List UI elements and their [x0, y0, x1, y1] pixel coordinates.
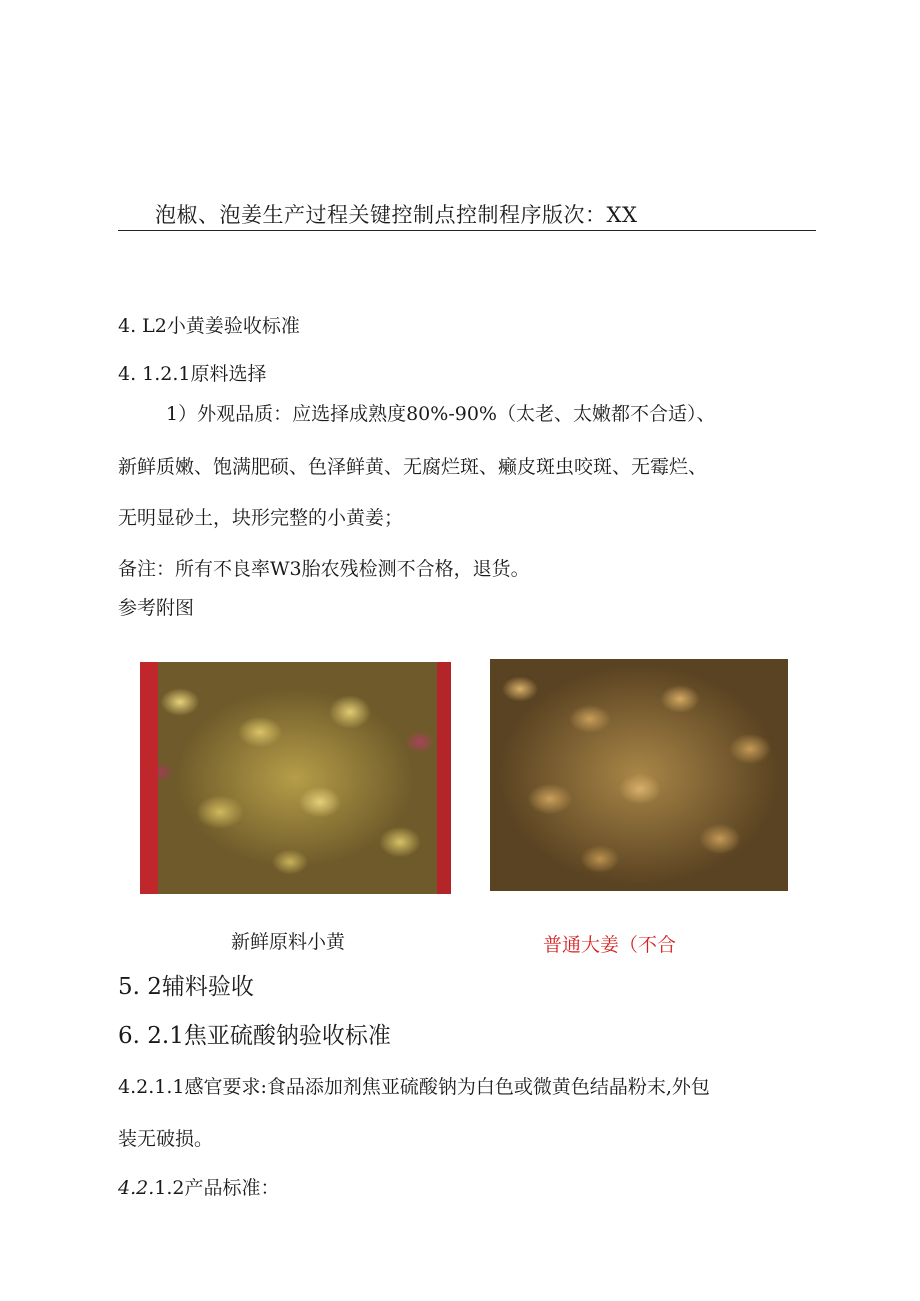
sensory-requirement-line-2: 装无破损。: [118, 1128, 214, 1150]
appearance-quality-line-3: 无明显砂土，块形完整的小黄姜；: [118, 507, 404, 529]
product-standard-label: 1.2产品标准：: [154, 1177, 280, 1199]
section-heading-ginger: 4. L2小黄姜验收标准: [118, 315, 300, 337]
remark-note: 备注：所有不良率W3胎农残检测不合格，退货。: [118, 558, 530, 580]
header-title: 泡椒、泡姜生产过程关键控制点控制程序版次：XX: [155, 203, 638, 227]
reference-figures-label: 参考附图: [118, 597, 195, 619]
product-standard-heading: [118, 1176, 279, 1200]
appearance-quality-line-2: 新鲜质嫩、饱满肥硕、色泽鲜黄、无腐烂斑、癞皮斑虫咬斑、无霉烂、: [118, 456, 708, 478]
fresh-ginger-photo: [140, 662, 451, 894]
sensory-requirement-line-1: 4.2.1.1感官要求:食品添加剂焦亚硫酸钠为白色或微黄色结晶粉末,外包: [118, 1076, 710, 1098]
header-divider: [118, 230, 816, 231]
section-heading-auxiliary: 5. 2辅料验收: [118, 974, 254, 1000]
common-ginger-photo: [490, 659, 788, 891]
subsection-heading-sodium-metabisulfite: 6. 2.1焦亚硫酸钠验收标准: [118, 1023, 391, 1049]
product-standard-number-prefix: 4.2.: [118, 1177, 155, 1199]
subsection-heading-raw-material: 4. 1.2.1原料选择: [118, 363, 267, 385]
appearance-quality-line-1: 1）外观品质：应选择成熟度80%-90%（太老、太嫩都不合适）、: [166, 403, 716, 425]
fresh-ginger-caption: 新鲜原料小黄: [231, 931, 346, 953]
common-ginger-caption: 普通大姜（不合: [543, 934, 677, 956]
